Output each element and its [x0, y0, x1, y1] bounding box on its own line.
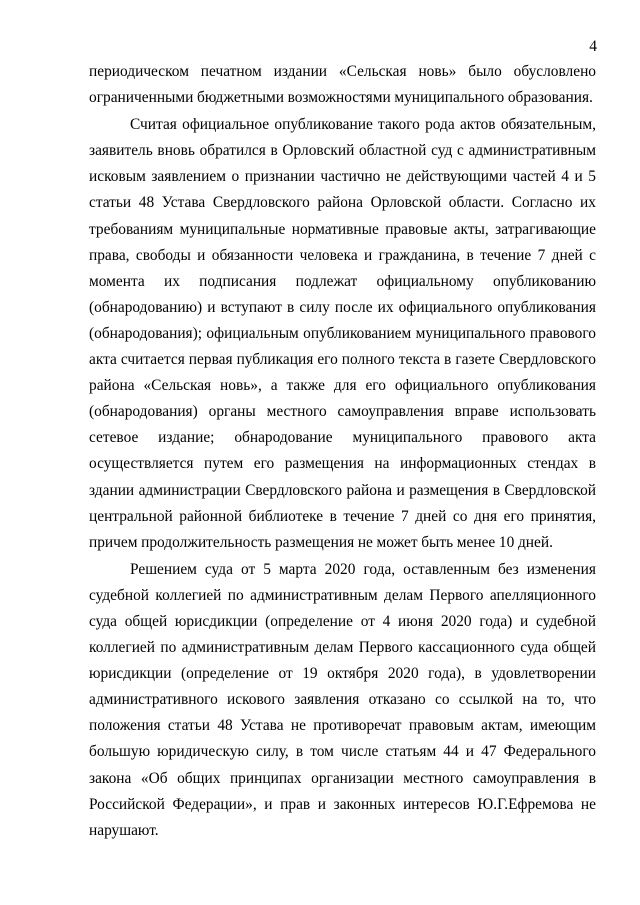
document-body [89, 59, 596, 844]
paragraph-2: Считая официальное опубликование такого рода актов обязательным, заявитель вновь обратился в Орловский областной суд с административным исковым заявлением о признании частично не действующими частей 4 и 5 статьи 48 Устава Свердловского района Орловской области. Согласно их требованиям муниципальные нормативные правовые акты, затрагивающие права, свободы и обязанности человека и гражданина, в течение 7 дней с момента их подписания подлежат официальному опубликованию (обнародованию) и вступают в силу после их официального опубликования (обнародования); официальным опубликованием муниципального правового акта считается первая публикация его полного текста в газете Свердловского района «Сельская новь», а также для его официального опубликования (обнародования) органы местного самоуправления вправе использовать сетевое издание; обнародование муниципального правового акта осуществляется путем его размещения на информационных стендах в здании администрации Свердловского района и размещения в Свердловской центральной районной библиотеке в течение 7 дней со дня его принятия, причем продолжительность размещения не может быть менее 10 дней. [89, 116, 596, 551]
page-number: 4 [589, 38, 597, 55]
paragraph-1: периодическом печатном издании «Сельская новь» было обусловлено ограниченными бюджетными возможностями муниципального образования. [89, 63, 596, 107]
paragraph-3: Решением суда от 5 марта 2020 года, оставленным без изменения судебной коллегией по административным делам Первого апелляционного суда общей юрисдикции (определение от 4 июня 2020 года) и судебной коллегией по административным делам Первого кассационного суда общей юрисдикции (определение от 19 октября 2020 года), в удовлетворении административного искового заявления отказано со ссылкой на то, что положения статьи 48 Устава не противоречат правовым актам, имеющим большую юридическую силу, в том числе статьям 44 и 47 Федерального закона «Об общих принципах организации местного самоуправления в Российской Федерации», и прав и законных интересов Ю.Г.Ефремова не нарушают. [89, 560, 596, 839]
